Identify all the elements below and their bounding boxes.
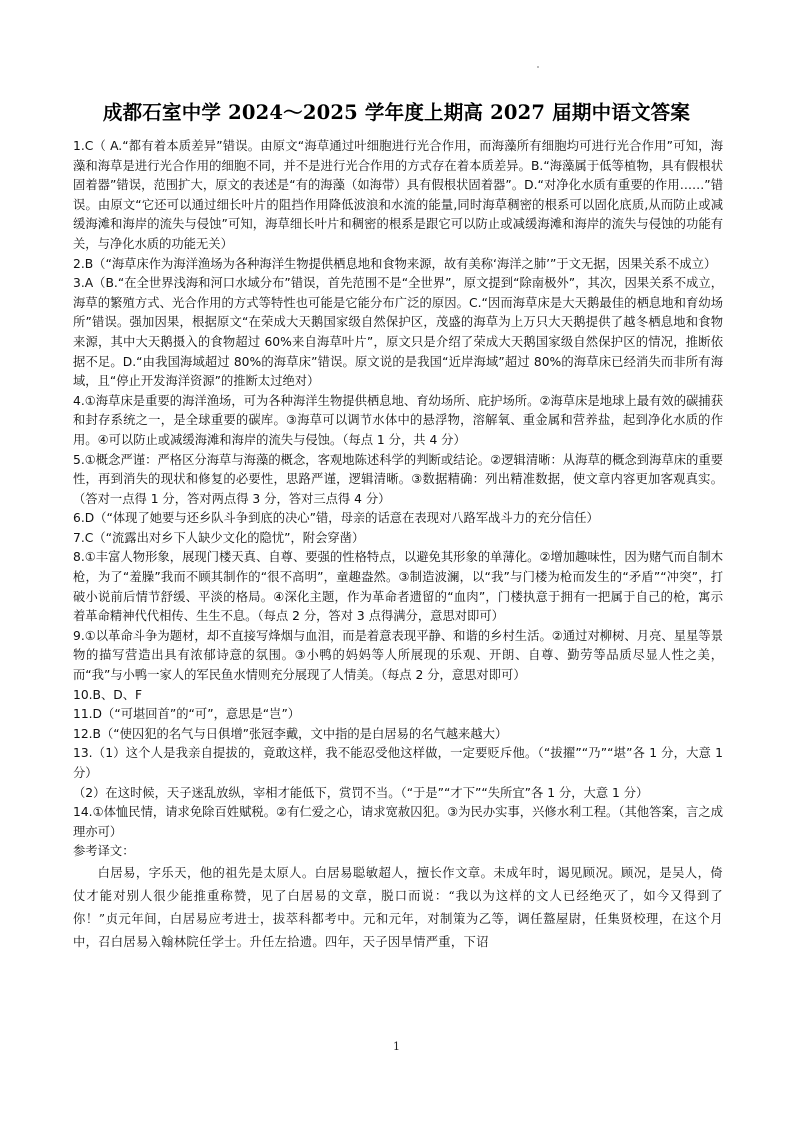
scan-speck (537, 66, 539, 68)
answer-13-part-2: （2）在这时候，天子迷乱放纵，宰相才能低下，赏罚不当。（“于是”“才下”“失所宜”各 1 分，大意 1 分） (73, 785, 649, 800)
answer-3: 3.A（B.“在全世界浅海和河口水域分布”错误，首先范围不是“全世界”，原文提到“除南极外”，其次，因果关系不成立，海草的繁殖方式、光合作用的方式等特性也可能是它能分布广泛的原因。C.“因而海草床是大天鹅最佳的栖息地和育幼场所”错误。强加因果，根据原文“在荣成大天鹅国家级自然保护区，茂盛的海草为上万只大天鹅提供了越冬栖息地和食物来源，其中大天鹅摄入的食物超过 60%来自海草叶片”，原文只是介绍了荣成大天鹅国家级自然保护区的情况，推断依据不足。D.“由我国海域超过 80%的海草床”错误。原文说的是我国“近岸海域”超过 80%的海草床已经消失而非所有海域，且“停止开发海洋资源”的推断太过绝对） (73, 276, 723, 389)
answer-13-part-1: 13.（1）这个人是我亲自提拔的，竟敢这样，我不能忍受他这样做，一定要贬斥他。（“拔擢”“乃”“堪”各 1 分，大意 1 分） (73, 746, 723, 780)
translation-heading: 参考译文： (73, 844, 135, 859)
answer-7: 7.C（“流露出对乡下人缺少文化的隐忧”，附会穿凿） (73, 530, 365, 545)
page-number: 1 (393, 1040, 400, 1053)
answer-6: 6.D（“体现了她要与还乡队斗争到底的决心”错，母亲的话意在表现对八路军战斗力的充分信任） (73, 511, 599, 526)
answer-11: 11.D（“可堪回首”的“可”，意思是“岂”） (73, 707, 301, 722)
answer-10: 10.B、D、F (73, 687, 143, 702)
answer-body (73, 137, 723, 954)
answer-8: 8.①丰富人物形象，展现门楼天真、自尊、要强的性格特点，以避免其形象的单薄化。②增加趣味性，因为赌气而自制木枪，为了“羞臊”我而不顾其制作的“很不高明”，童趣盎然。③制造波澜，以“我”与门楼为枪而发生的“矛盾”“冲突”，打破小说前后情节舒缓、平淡的格局。④深化主题，作为革命者遗留的“血肉”，门楼执意于拥有一把属于自己的枪，寓示着革命精神代代相传、生生不息。（每点 2 分，答对 3 点得满分，意思对即可） (73, 550, 723, 624)
answer-2: 2.B（“海草床作为海洋渔场为各种海洋生物提供栖息地和食物来源，故有美称‘海洋之肺’”于文无据，因果关系不成立） (73, 256, 717, 271)
answer-4: 4.①海草床是重要的海洋渔场，可为各种海洋生物提供栖息地、育幼场所、庇护场所。②海草床是地球上最有效的碳捕获和封存系统之一，是全球重要的碳库。③海草可以调节水体中的悬浮物，溶解氧、重金属和营养盐，起到净化水质的作用。④可以防止或减缓海滩和海岸的流失与侵蚀。（每点 1 分，共 4 分） (73, 393, 723, 447)
document-title: 成都石室中学 2024～2025 学年度上期高 2027 届期中语文答案 (102, 101, 691, 124)
answer-12: 12.B（“使囚犯的名气与日俱增”张冠李戴，文中指的是白居易的名气越来越大） (73, 726, 508, 741)
translation-text: 白居易，字乐天，他的祖先是太原人。白居易聪敏超人，擅长作文章。未成年时，谒见顾况。顾况，是吴人，倚仗才能对别人很少能推重称赞，见了白居易的文章，脱口而说：“我以为这样的文人已经绝灭了，如今又得到了你！”贞元年间，白居易应考进士，拔萃科都考中。元和元年，对制策为乙等，调任盩屋尉，任集贤校理，在这个月中，召白居易入翰林院任学士。升任左拾遗。四年，天子因旱情严重，下诏 (73, 865, 723, 949)
answer-9: 9.①以革命斗争为题材，却不直接写烽烟与血泪，而是着意表现平静、和谐的乡村生活。②通过对柳树、月亮、星星等景物的描写营造出具有浓郁诗意的氛围。③小鸭的妈妈等人所展现的乐观、开朗、自尊、勤劳等品质尽显人性之美，而“我”与小鸭一家人的军民鱼水情则充分展现了人情美。（每点 2 分，意思对即可） (73, 628, 723, 683)
answer-14: 14.①体恤民情，请求免除百姓赋税。②有仁爱之心，请求宽赦囚犯。③为民办实事，兴修水利工程。（其他答案，言之成理亦可） (73, 805, 723, 839)
answer-1: 1.C（ A.“都有着本质差异”错误。由原文“海草通过叶细胞进行光合作用，而海藻所有细胞均可进行光合作用”可知，海藻和海草是进行光合作用的细胞不同，并不是进行光合作用的方式存在着本质差异。B.“海藻属于低等植物，具有假根状固着器”错误，范围扩大，原文的表述是“有的海藻（如海带）具有假根状固着器”。D.“对净化水质有重要的作用……”错误。由原文“它还可以通过细长叶片的阻挡作用降低波浪和水流的能量,同时海草稠密的根系可以固化底质,从而防止或减缓海滩和海岸的流失与侵蚀”可知，海草细长叶片和稠密的根系是跟它可以防止或减缓海滩和海岸的流失与侵蚀的功能有关，与净化水质的功能无关） (73, 139, 723, 251)
answer-5: 5.①概念严谨：严格区分海草与海藻的概念，客观地陈述科学的判断或结论。②逻辑清晰：从海草的概念到海草床的重要性，再到消失的现状和修复的必要性，思路严谨，逻辑清晰。③数据精确：列出精准数据，使文章内容更加客观真实。（答对一点得 1 分，答对两点得 3 分，答对三点得 4 分） (73, 452, 723, 506)
